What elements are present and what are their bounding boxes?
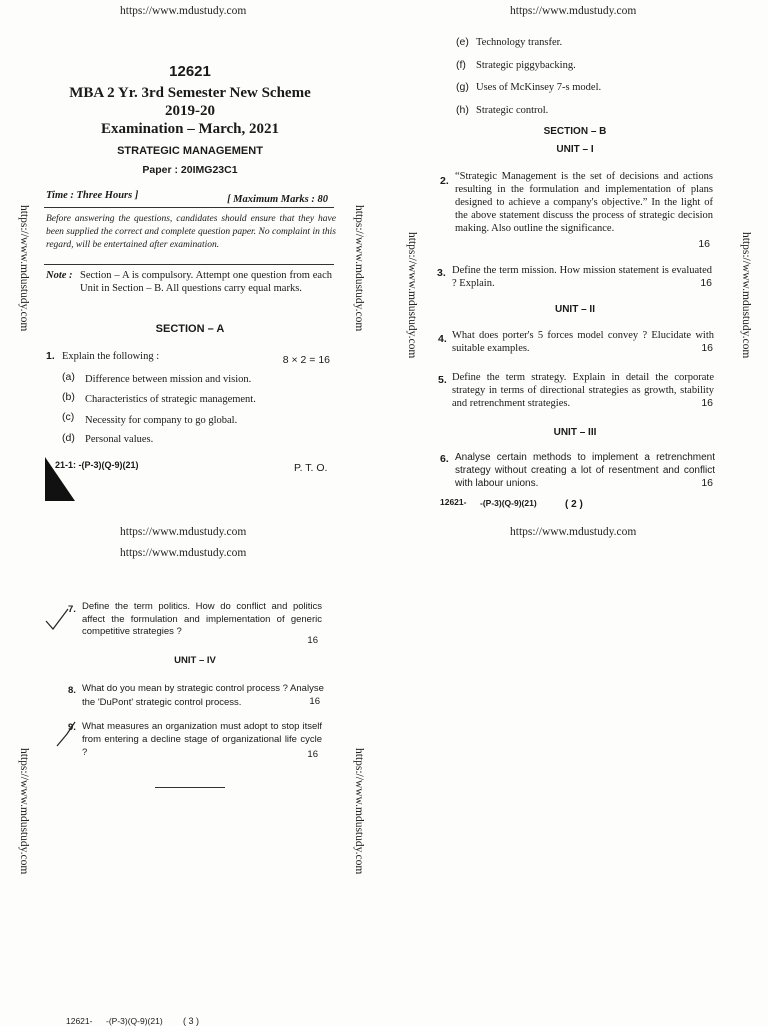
side-url-right-1[interactable]: https://www.mdustudy.com	[740, 232, 752, 359]
mid-url-left-2[interactable]: https://www.mdustudy.com	[120, 547, 247, 559]
q1-marks: 8 × 2 = 16	[282, 354, 330, 366]
note-text: Section – A is compulsory. Attempt one question from each Unit in Section – B. All questions carry equal marks.	[80, 270, 332, 294]
q5-number: 5.	[438, 374, 447, 386]
max-marks-label: [ Maximum Marks : 80	[227, 194, 328, 205]
q4-marks: 16	[701, 342, 713, 354]
header-url-right[interactable]: https://www.mdustudy.com	[510, 5, 637, 17]
q1f-label: (f)	[456, 59, 466, 71]
page3-number: ( 3 )	[183, 1016, 200, 1026]
note-label: Note :	[46, 270, 73, 281]
unit-4-heading: UNIT – IV	[174, 655, 216, 666]
header-url-left[interactable]: https://www.mdustudy.com	[120, 5, 247, 17]
unit-1-heading: UNIT – I	[556, 144, 594, 155]
q2-text: “Strategic Management is the set of decisions and actions resulting in the formulation and implementation of plans designed to achieve a company's objective.” In the light of the above statement discuss the process of strategic decision making. Also outline the significance.	[455, 171, 713, 234]
session-title: 2019-20	[165, 103, 215, 119]
q2-marks: 16	[698, 238, 710, 250]
page2-number: ( 2 )	[565, 499, 583, 510]
q1h-label: (h)	[456, 104, 469, 116]
q9-number: 9.	[68, 722, 76, 733]
mid-url-left-1[interactable]: https://www.mdustudy.com	[120, 526, 247, 538]
q1d-text: Personal values.	[85, 434, 154, 445]
side-url-left-1[interactable]: https://www.mdustudy.com	[18, 205, 30, 332]
mid-url-right[interactable]: https://www.mdustudy.com	[510, 526, 637, 538]
side-url-mid-1[interactable]: https://www.mdustudy.com	[353, 205, 365, 332]
q8-marks: 16	[309, 696, 320, 707]
q3-text: Define the term mission. How mission statement is evaluated ? Explain.	[452, 265, 712, 289]
q1g-label: (g)	[456, 81, 469, 93]
divider-2	[44, 264, 334, 265]
q1f-text: Strategic piggybacking.	[476, 60, 576, 71]
side-url-left-2[interactable]: https://www.mdustudy.com	[18, 748, 30, 875]
q1a-text: Difference between mission and vision.	[85, 374, 252, 385]
page1-footer-code: 21-1: -(P-3)(Q-9)(21)	[55, 460, 139, 470]
page2-footer-series: -(P-3)(Q-9)(21)	[480, 498, 537, 508]
pto-label: P. T. O.	[294, 462, 328, 474]
page3-footer-series: -(P-3)(Q-9)(21)	[106, 1016, 163, 1026]
section-a-heading: SECTION – A	[155, 323, 225, 335]
q8-text: What do you mean by strategic control process ? Analyse the 'DuPont' strategic control process.	[82, 683, 324, 708]
q7-marks: 16	[307, 635, 318, 646]
q2-number: 2.	[440, 175, 449, 187]
side-url-mid-2[interactable]: https://www.mdustudy.com	[406, 232, 418, 359]
subject-title: STRATEGIC MANAGEMENT	[117, 145, 263, 157]
q6-marks: 16	[701, 477, 713, 489]
end-line	[155, 787, 225, 788]
q1h-text: Strategic control.	[476, 105, 549, 116]
q5-text: Define the term strategy. Explain in detail the corporate strategy in terms of directional strategies as growth, stability and retrenchment strategies.	[452, 372, 714, 409]
q8-number: 8.	[68, 685, 76, 696]
q4-number: 4.	[438, 333, 447, 345]
q1-text: Explain the following :	[62, 351, 160, 362]
time-label: Time : Three Hours ]	[46, 190, 139, 201]
q9-text: What measures an organization must adopt to stop itself from entering a decline stage of organizational life cycle ?	[82, 721, 322, 758]
page3-footer-code: 12621-	[66, 1016, 93, 1026]
q3-marks: 16	[700, 277, 712, 289]
q1b-text: Characteristics of strategic management.	[85, 394, 256, 405]
divider-1	[44, 207, 334, 208]
q6-text: Analyse certain methods to implement a retrenchment strategy without creating a lot of resentment and conflict with labour unions.	[455, 452, 715, 489]
paper-code: 12621	[169, 63, 211, 80]
q1d-label: (d)	[62, 432, 75, 444]
page2-footer-code: 12621-	[440, 497, 467, 507]
q1a-label: (a)	[62, 371, 75, 383]
q1c-text: Necessity for company to go global.	[85, 415, 238, 426]
unit-3-heading: UNIT – III	[553, 427, 597, 438]
q5-marks: 16	[701, 397, 713, 409]
section-b-heading: SECTION – B	[543, 126, 607, 137]
q6-number: 6.	[440, 453, 449, 465]
q7-number: 7.	[68, 604, 76, 615]
unit-2-heading: UNIT – II	[554, 304, 595, 315]
course-title: MBA 2 Yr. 3rd Semester New Scheme	[69, 85, 311, 101]
q1e-label: (e)	[456, 36, 469, 48]
q1c-label: (c)	[62, 411, 75, 423]
q3-number: 3.	[437, 267, 446, 279]
q1b-label: (b)	[62, 391, 75, 403]
side-url-mid-3[interactable]: https://www.mdustudy.com	[353, 748, 365, 875]
q4-text: What does porter's 5 forces model convey ? Elucidate with suitable examples.	[452, 330, 714, 354]
q1g-text: Uses of McKinsey 7-s model.	[476, 82, 602, 93]
instruction-text: Before answering the questions, candidates should ensure that they have been supplied the correct and complete question paper. No complaint in this regard, will be entertained after examination.	[46, 214, 336, 250]
q9-marks: 16	[307, 749, 318, 760]
paper-number: Paper : 20IMG23C1	[142, 164, 238, 176]
q7-text: Define the term politics. How do conflict and politics affect the formulation and implementation of generic competitive strategies ?	[82, 601, 322, 637]
exam-title: Examination – March, 2021	[100, 121, 280, 137]
q1e-text: Technology transfer.	[476, 37, 563, 48]
q1-number: 1.	[46, 350, 55, 362]
